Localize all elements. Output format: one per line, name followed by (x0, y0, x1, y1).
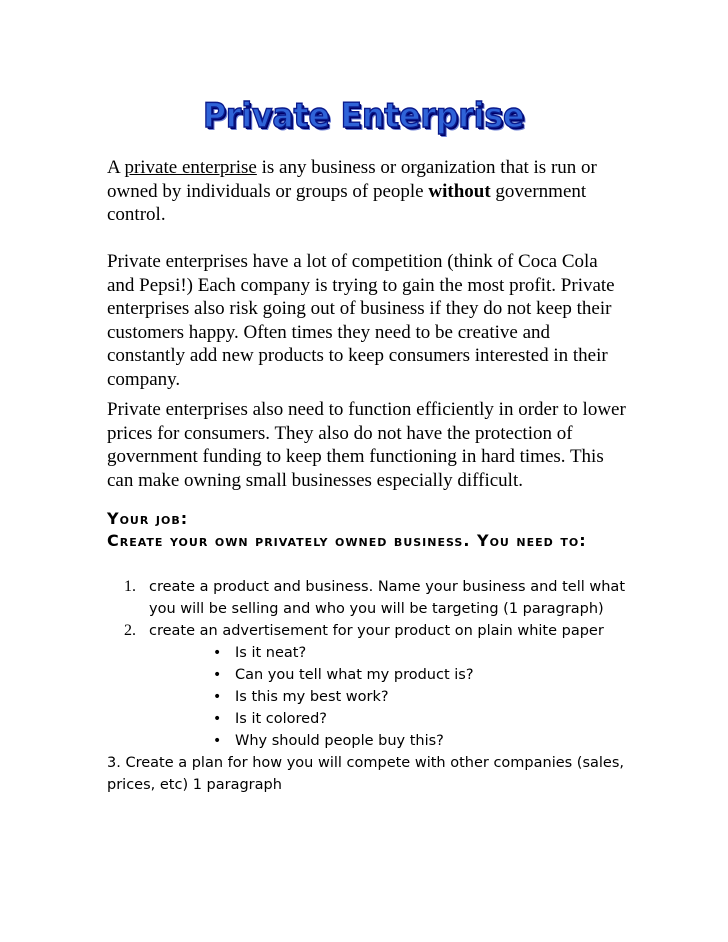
task-item-1 (107, 576, 627, 620)
bullet-icon: • (213, 689, 222, 705)
bullet-icon: • (213, 733, 222, 749)
task-text-1: create a product and business. Name your business and tell what you will be selling and who you will be targeting (1 paragraph) (149, 579, 626, 617)
task-item-3: 3. Create a plan for how you will compete with other companies (sales, prices, etc) 1 paragraph (107, 755, 625, 793)
page-title: Private Enterprise (203, 96, 525, 136)
checklist-item-text: Is it neat? (235, 645, 307, 661)
bullet-icon: • (213, 667, 222, 683)
checklist-item (107, 686, 627, 708)
checklist-container (107, 642, 627, 752)
paragraph-definition-middle: is any business or organization that is run or owned by individuals or groups of people (107, 157, 597, 202)
checklist-item-text: Is this my best work? (235, 689, 389, 705)
bullet-icon: • (213, 711, 222, 727)
emphasis-without: without (428, 180, 491, 202)
paragraph-competition: Private enterprises have a lot of competition (think of Coca Cola and Pepsi!) Each company is trying to gain the most profit. Private enterprises also risk going out of business if they do not keep their customers happy. Often times they need to be creative and constantly add new products to keep consumers interested in their company. (107, 251, 615, 390)
paragraph-definition-end: government control. (107, 180, 587, 225)
task-text-2: create an advertisement for your product on plain white paper (149, 623, 604, 639)
checklist-item (107, 708, 627, 730)
checklist-item-text: Can you tell what my product is? (235, 667, 474, 683)
task-number-2: 2. (124, 622, 136, 639)
checklist-item (107, 664, 627, 686)
checklist-item-text: Is it colored? (235, 711, 327, 727)
job-heading: Your job: (107, 509, 189, 528)
paragraph-efficiency: Private enterprises also need to function efficiently in order to lower prices for consumers. They also do not have the protection of government funding to keep them functioning in hard times. This can make owning small businesses especially difficult. (107, 399, 626, 491)
job-instruction: Create your own privately owned business. You need to: (107, 531, 587, 550)
title-container (0, 96, 728, 136)
task-item-2 (107, 620, 627, 642)
term-private-enterprise: private enterprise (124, 157, 257, 178)
task-number-1: 1. (124, 578, 136, 595)
job-heading-block (107, 508, 627, 552)
checklist-item (107, 642, 627, 664)
bullet-icon: • (213, 645, 222, 661)
paragraph-definition (107, 156, 627, 227)
checklist (107, 642, 627, 752)
paragraph-definition-start: A (107, 157, 125, 178)
checklist-item-text: Why should people buy this? (235, 733, 444, 749)
checklist-item (107, 730, 627, 752)
task-list (107, 576, 627, 796)
